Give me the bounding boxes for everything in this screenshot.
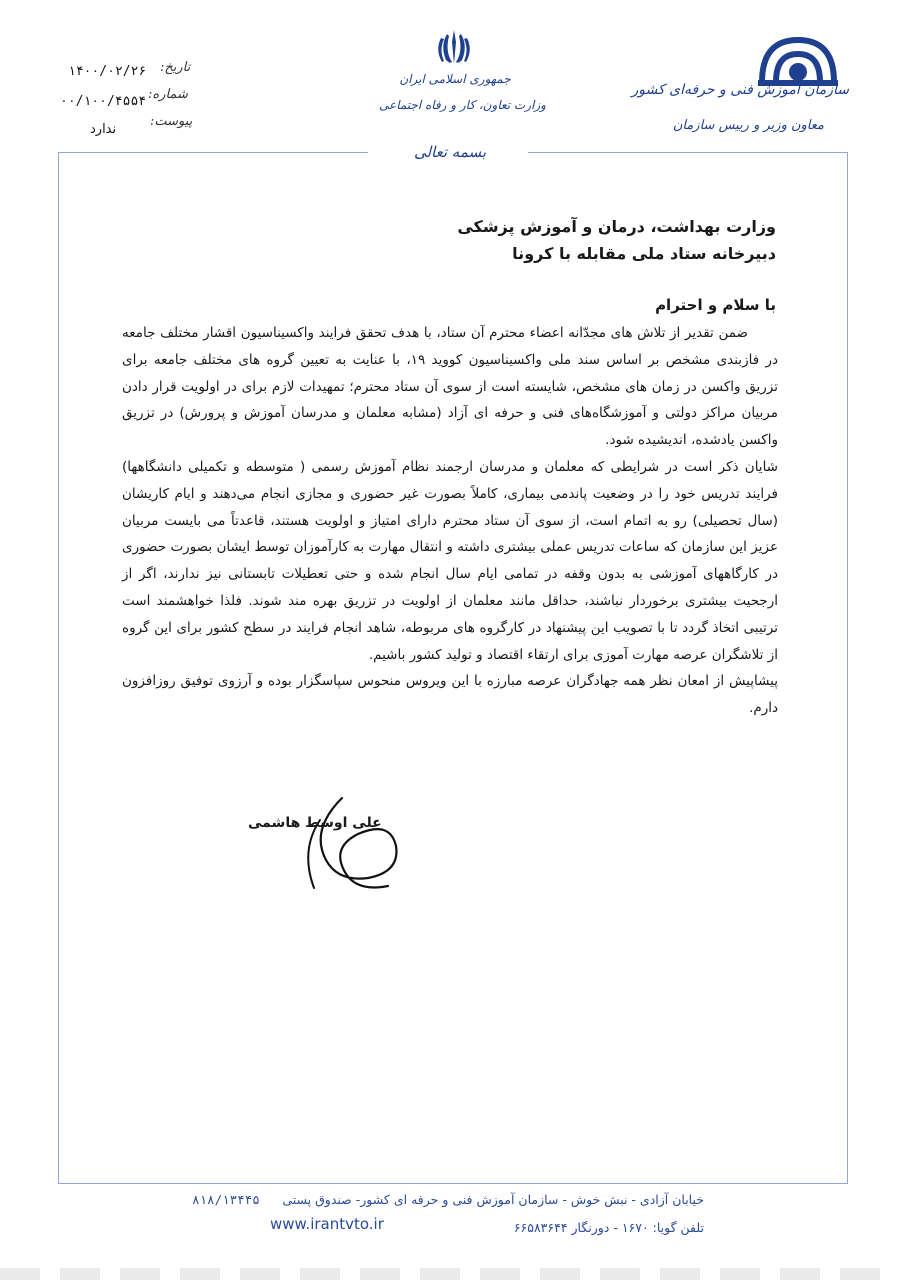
org-name: سازمان آموزش فنی و حرفه‌ای کشور xyxy=(631,82,849,98)
iran-emblem-icon xyxy=(436,28,472,68)
basmala: بسمه تعالی xyxy=(413,143,487,161)
date-label: تاریخ: xyxy=(160,60,191,75)
footer-phones: تلفن گویا: ۱۶۷۰ - دورنگار ۶۶۵۸۳۶۴۴ xyxy=(513,1220,704,1235)
date-value: ۱۴۰۰/۰۲/۲۶ xyxy=(68,64,147,79)
republic-title: جمهوری اسلامی ایران xyxy=(399,72,511,86)
letter-body xyxy=(122,320,778,722)
footer-address: خیابان آزادی - نبش خوش - سازمان آموزش فنی و حرفه ای کشور- صندوق پستی xyxy=(282,1192,704,1207)
number-value: ۰۰/۱۰۰/۴۵۵۴ xyxy=(60,94,147,109)
paragraph-2: شایان ذکر است در شرایطی که معلمان و مدرسان ارجمند نظام آموزش رسمی ( متوسطه و تکمیلی دانشگاهها) فرایند تدریس خود را در وضعیت پاندمی بیماری، کاملاً بصورت غیر حضوری و مجازی انجام می‌دهند و ایام کاریشان (سال تحصیلی) رو به اتمام است، از سوی آن ستاد محترم دارای امتیاز و اولویت هستند، قاعدتاً می بایست مربیان عزیز این سازمان که ساعات تدریس عملی بیشتری داشته و انتقال مهارت به کارآموزان توسط ایشان بصورت حضوری در کارگاههای آموزشی به بدون وقفه در تمامی ایام سال انجام شده و حتی تعطیلات تابستانی نیز ندارند، اگر از ارجحیت بیشتری برخوردار نباشند، حداقل مانند معلمان از اولویت در تزریق بهره مند شوند. فلذا خواهشمند است ترتیبی اتخاذ گردد تا با تصویب این پیشنهاد در کارگروه های مربوطه، شاهد انجام فرایند در سطح کشور برای این گروه از تلاشگران عرصه مهارت آموزی برای ارتقاء اقتصاد و تولید کشور باشیم. xyxy=(122,458,778,663)
footer-website[interactable]: www.irantvto.ir xyxy=(270,1215,384,1233)
number-label: شماره: xyxy=(148,87,188,102)
org-subtitle: معاون وزیر و رییس سازمان xyxy=(672,118,824,133)
signature-scribble xyxy=(280,790,420,900)
recipient-line-1: وزارت بهداشت، درمان و آموزش پزشکی xyxy=(457,217,776,236)
tvto-logo-icon xyxy=(752,30,844,88)
recipient-line-2: دبیرخانه ستاد ملی مقابله با کرونا xyxy=(512,244,776,263)
attachment-label: پیوست: xyxy=(150,114,193,129)
footer-po-box: ۸۱۸/۱۳۴۴۵ xyxy=(192,1192,260,1207)
ministry-title: وزارت تعاون، کار و رفاه اجتماعی xyxy=(379,98,546,112)
paragraph-1: ضمن تقدیر از تلاش های مجدّانه اعضاء محترم آن ستاد، با هدف تحقق فرایند واکسیناسیون اقشار مختلف جامعه در فازبندی مشخص بر اساس سند ملی واکسیناسیون کووید ۱۹، با عنایت به تعیین گروه های مختلف جامعه برای تزریق واکسن در زمان های مشخص، شایسته است از سوی آن ستاد محترم؛ تمهیدات لازم برای در اولویت قرار دادن مربیان مراکز دولتی و آموزشگاه‌های فنی و حرفه ای آزاد (مشابه معلمان و مدرسان آموزش و پرورش) در تزریق واکسن یادشده، اندیشیده شود. xyxy=(122,325,778,449)
paragraph-3: پیشاپیش از امعان نظر همه جهادگران عرصه مبارزه با این ویروس منحوس سپاسگزار بوده و آرزوی توفیق روزافزون دارم. xyxy=(122,673,778,717)
page-edge-strip xyxy=(0,1268,899,1280)
signatory-name: علی اوسط هاشمی xyxy=(248,815,382,831)
attachment-value: ندارد xyxy=(90,122,117,137)
greeting: با سلام و احترام xyxy=(655,296,776,314)
